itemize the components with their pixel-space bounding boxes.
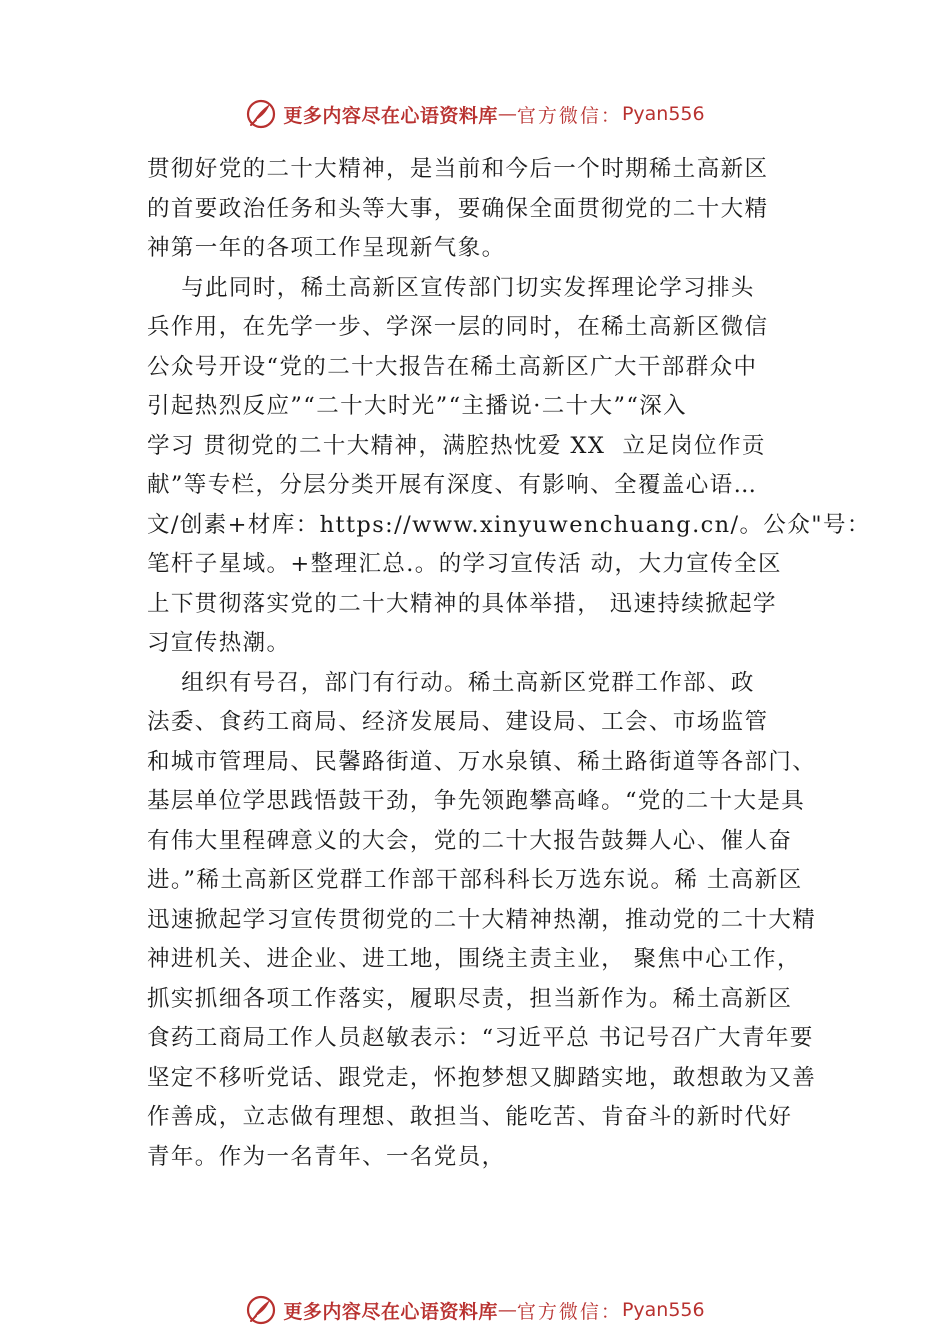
text-line: 贯彻好党的二十大精神，是当前和今后一个时期稀土高新区 — [147, 156, 769, 182]
text-line: 献”等专栏，分层分类开展有深度、有影响、全覆盖心语… — [147, 472, 758, 498]
text-line: 青年。作为一名青年、一名党员， — [147, 1143, 506, 1170]
text-line: 坚定不移听党话、跟党走，怀抱梦想又脚踏实地，敢想敢为又善 — [147, 1064, 817, 1091]
text-line: 笔杆子星域。+整理汇总.。的学习宣传活 动，大力宣传全区 — [147, 551, 782, 577]
banner-wechat-id: Pyan556 — [621, 103, 705, 125]
text-line: 有伟大里程碑意义的大会，党的二十大报告鼓舞人心、催人奋 — [147, 827, 793, 854]
text-line: 神第一年的各项工作呈现新气象。 — [147, 235, 506, 261]
text-line: 法委、食药工商局、经济发展局、建设局、工会、市场监管 — [147, 709, 769, 735]
text-line: 抓实抓细各项工作落实，履职尽责，担当新作为。稀土高新区 — [147, 985, 793, 1012]
text-line: 基层单位学思践悟鼓干劲，争先领跑攀高峰。“党的二十大是具 — [147, 788, 806, 814]
banner-title: 更多内容尽在心语资料库 — [283, 104, 498, 127]
text-line: 引起热烈反应”“二十大时光”“主播说·二十大”“深入 — [147, 393, 688, 419]
text-line: 神进机关、进企业、进工地，围绕主责主业， 聚焦中心工作， — [147, 946, 801, 972]
footer-banner — [0, 1290, 950, 1330]
text-line: 公众号开设“党的二十大报告在稀土高新区广大干部群众中 — [147, 353, 758, 380]
banner-wechat-label: 官方微信： — [516, 1300, 622, 1323]
banner-title: 更多内容尽在心语资料库 — [283, 1300, 498, 1323]
banner-separator: — — [497, 1299, 517, 1321]
text-line: 兵作用，在先学一步、学深一层的同时，在稀土高新区微信 — [147, 314, 769, 340]
text-line: 上下贯彻落实党的二十大精神的具体举措， 迅速持续掀起学 — [147, 590, 777, 617]
text-line: 和城市管理局、民馨路街道、万水泉镇、稀土路街道等各部门、 — [147, 748, 817, 775]
text-line: 习宣传热潮。 — [147, 630, 291, 656]
banner-wechat-label: 官方微信： — [516, 104, 622, 127]
quill-pen-logo-icon — [245, 1294, 277, 1326]
text-line: 文/创素+材库：https://www.xinyuwenchuang.cn/。公众"号： — [147, 511, 871, 538]
text-line: 作善成，立志做有理想、敢担当、能吃苦、肯奋斗的新时代好 — [147, 1104, 793, 1130]
text-line: 食药工商局工作人员赵敏表示：“习近平总 书记号召广大青年要 — [147, 1025, 814, 1051]
header-banner — [0, 94, 950, 134]
text-line: 进。”稀土高新区党群工作部干部科科长万选东说。稀 土高新区 — [147, 867, 803, 893]
banner-separator: — — [497, 103, 517, 125]
paragraph-start: 组织有号召，部门有行动。稀土高新区党群工作部、政 — [147, 669, 755, 696]
text-line: 迅速掀起学习宣传贯彻党的二十大精神热潮，推动党的二十大精 — [147, 906, 817, 933]
paragraph-start: 与此同时，稀土高新区宣传部门切实发挥理论学习排头 — [147, 274, 755, 301]
text-line: 学习 贯彻党的二十大精神，满腔热忱爱 XX 立足岗位作贡 — [147, 432, 766, 459]
document-body — [147, 150, 871, 1177]
quill-pen-logo-icon — [245, 98, 277, 130]
banner-wechat-id: Pyan556 — [621, 1299, 705, 1321]
text-line: 的首要政治任务和头等大事，要确保全面贯彻党的二十大精 — [147, 195, 769, 222]
